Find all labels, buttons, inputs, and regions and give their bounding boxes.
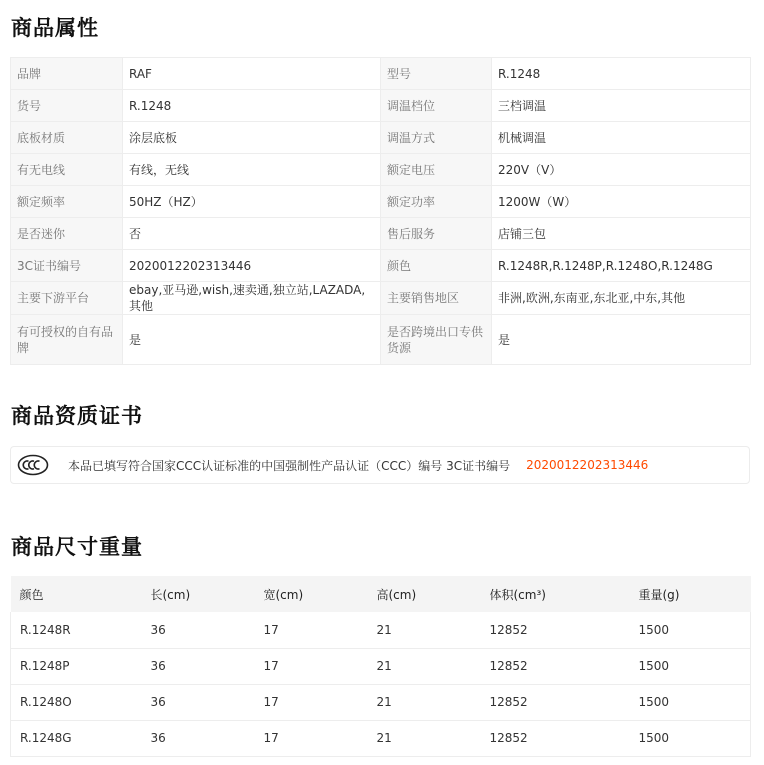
size-table-cell: 1500 <box>630 684 751 720</box>
table-row <box>11 684 751 720</box>
size-table-cell: R.1248P <box>11 648 142 684</box>
attribute-row <box>11 282 751 315</box>
attribute-key: 底板材质 <box>11 122 123 154</box>
attribute-row <box>11 58 751 90</box>
attribute-value: 非洲,欧洲,东南亚,东北亚,中东,其他 <box>492 282 751 315</box>
size-table-cell: 17 <box>255 720 368 756</box>
size-table-cell: 17 <box>255 612 368 648</box>
size-table-cell: 12852 <box>481 648 630 684</box>
size-table-cell: 36 <box>142 648 255 684</box>
attribute-row <box>11 90 751 122</box>
attribute-row <box>11 218 751 250</box>
ccc-certification-icon <box>17 454 49 476</box>
attribute-key: 调温档位 <box>381 90 492 122</box>
attribute-row <box>11 250 751 282</box>
size-table-cell: 12852 <box>481 684 630 720</box>
attribute-row <box>11 186 751 218</box>
certificate-text: 本品已填写符合国家CCC认证标准的中国强制性产品认证（CCC）编号 3C证书编号 <box>68 458 511 473</box>
size-table-cell: R.1248O <box>11 684 142 720</box>
attribute-value: 50HZ（HZ） <box>123 186 381 218</box>
size-table-cell: 12852 <box>481 612 630 648</box>
attributes-table <box>10 57 751 365</box>
attribute-row <box>11 122 751 154</box>
size-table-cell: 21 <box>368 648 481 684</box>
attribute-value: 机械调温 <box>492 122 751 154</box>
size-table-cell: R.1248G <box>11 720 142 756</box>
table-row <box>11 720 751 756</box>
attribute-key: 是否跨境出口专供货源 <box>381 315 492 365</box>
size-table-cell: 36 <box>142 612 255 648</box>
certificate-box <box>10 446 750 484</box>
attribute-key: 有可授权的自有品牌 <box>11 315 123 365</box>
size-table-header: 重量(g) <box>630 576 751 612</box>
attribute-value: R.1248 <box>492 58 751 90</box>
attribute-key: 调温方式 <box>381 122 492 154</box>
size-table-header: 长(cm) <box>142 576 255 612</box>
attribute-key: 额定电压 <box>381 154 492 186</box>
attribute-value: 220V（V） <box>492 154 751 186</box>
attribute-value: ebay,亚马逊,wish,速卖通,独立站,LAZADA,其他 <box>123 282 381 315</box>
attribute-value: 1200W（W） <box>492 186 751 218</box>
size-weight-table <box>10 576 751 757</box>
size-table-cell: 17 <box>255 684 368 720</box>
size-table-cell: 1500 <box>630 612 751 648</box>
attributes-section-title: 商品属性 <box>11 16 99 40</box>
qualification-section-title: 商品资质证书 <box>11 404 143 428</box>
size-table-cell: 12852 <box>481 720 630 756</box>
size-table-header: 宽(cm) <box>255 576 368 612</box>
size-table-cell: 36 <box>142 720 255 756</box>
attribute-key: 货号 <box>11 90 123 122</box>
attribute-key: 主要下游平台 <box>11 282 123 315</box>
size-table-cell: 21 <box>368 720 481 756</box>
attribute-key: 主要销售地区 <box>381 282 492 315</box>
attribute-value: R.1248 <box>123 90 381 122</box>
size-table-header: 体积(cm³) <box>481 576 630 612</box>
attribute-key: 3C证书编号 <box>11 250 123 282</box>
size-table-cell: 21 <box>368 684 481 720</box>
size-weight-section-title: 商品尺寸重量 <box>11 535 143 559</box>
certificate-number: 2020012202313446 <box>526 458 649 472</box>
attribute-key: 品牌 <box>11 58 123 90</box>
size-table-cell: 17 <box>255 648 368 684</box>
attribute-value: 是 <box>492 315 751 365</box>
attribute-key: 是否迷你 <box>11 218 123 250</box>
attribute-row <box>11 154 751 186</box>
attribute-value: R.1248R,R.1248P,R.1248O,R.1248G <box>492 250 751 282</box>
attribute-value: 是 <box>123 315 381 365</box>
size-table-cell: 1500 <box>630 648 751 684</box>
attribute-value: 2020012202313446 <box>123 250 381 282</box>
attribute-value: 涂层底板 <box>123 122 381 154</box>
attribute-key: 颜色 <box>381 250 492 282</box>
attribute-value: 有线，无线 <box>123 154 381 186</box>
attribute-key: 额定频率 <box>11 186 123 218</box>
attribute-key: 额定功率 <box>381 186 492 218</box>
table-row <box>11 648 751 684</box>
attribute-key: 售后服务 <box>381 218 492 250</box>
attribute-key: 型号 <box>381 58 492 90</box>
attribute-row <box>11 315 751 365</box>
size-table-cell: 21 <box>368 612 481 648</box>
table-row <box>11 612 751 648</box>
size-table-cell: 36 <box>142 684 255 720</box>
attribute-key: 有无电线 <box>11 154 123 186</box>
attribute-value: RAF <box>123 58 381 90</box>
size-table-cell: 1500 <box>630 720 751 756</box>
attribute-value: 否 <box>123 218 381 250</box>
attribute-value: 三档调温 <box>492 90 751 122</box>
size-table-header: 颜色 <box>11 576 142 612</box>
attribute-value: 店铺三包 <box>492 218 751 250</box>
size-table-cell: R.1248R <box>11 612 142 648</box>
size-table-header: 高(cm) <box>368 576 481 612</box>
